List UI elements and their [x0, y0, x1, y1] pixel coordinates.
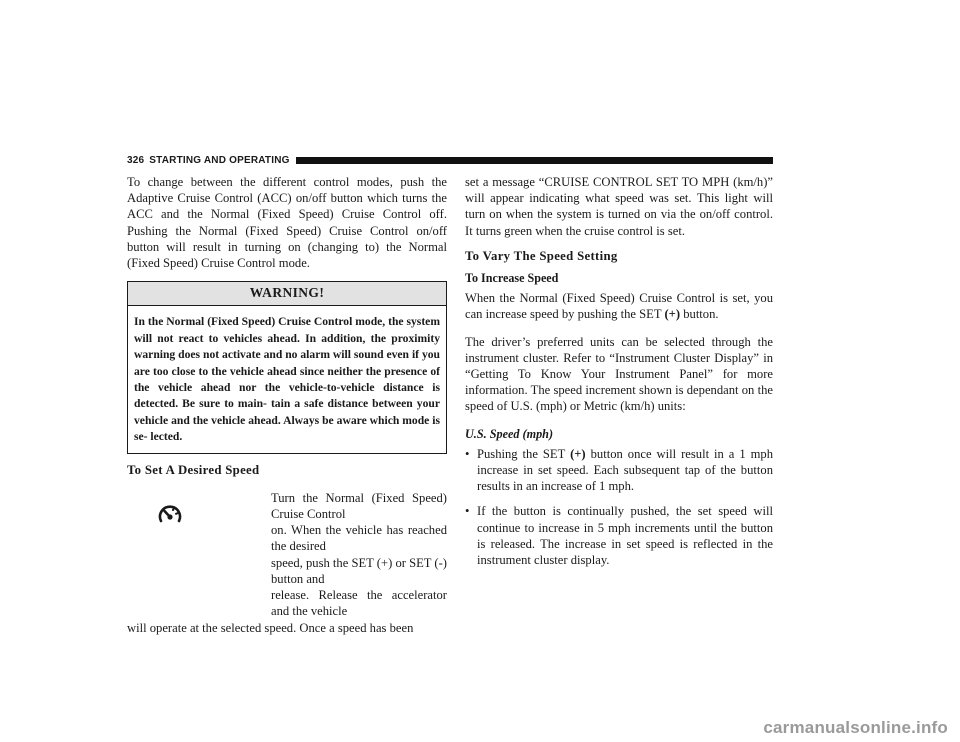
warning-text: In the Normal (Fixed Speed) Cruise Control mode, the system will not react to vehicles ahead. In addition, the proximity warning does not activate and no alarm will sound even if you are too close to the vehicle ahead since neither the presence of the vehicle ahead nor the vehicle-to-vehicle distance is detected. Be sure to main- tain a safe distance between your vehicle and the vehicle ahead. Always be aware which mode is se- lected.	[134, 315, 440, 444]
list-item	[465, 446, 773, 495]
set-speed-line-3: speed, push the SET (+) or SET (-) button and	[271, 555, 447, 586]
increase-paragraph	[465, 290, 773, 322]
watermark: carmanualsonline.info	[763, 718, 948, 737]
increase-text-pre: When the Normal (Fixed Speed) Cruise Control is set, you can increase speed by pushing the SET	[465, 291, 773, 322]
subheading-increase-speed: To Increase Speed	[465, 271, 559, 286]
bullet1-post: button once will result in a 1 mph increase in set speed. Each subsequent tap of the button results in an increase of 1 mph.	[477, 446, 774, 494]
list-item	[465, 503, 773, 568]
intro-paragraph: To change between the different control modes, push the Adaptive Cruise Control (ACC) on/off button which turns the ACC and the Normal (Fixed Speed) Cruise Control off. Pushing the Normal (Fixed Speed) Cruise Control on/off button will result in turning on (changing to) the Normal (Fixed Speed) Cruise Control mode.	[127, 175, 447, 271]
warning-title: WARNING!	[128, 282, 446, 306]
set-speed-paragraph	[127, 490, 447, 636]
set-speed-line-1: Turn the Normal (Fixed Speed) Cruise Control	[271, 490, 447, 522]
page-number: 326	[127, 154, 145, 166]
left-column	[127, 174, 447, 636]
section-title: STARTING AND OPERATING	[149, 154, 290, 166]
us-speed-heading: U.S. Speed (mph)	[465, 426, 554, 441]
set-speed-line-2: on. When the vehicle has reached the desired	[271, 523, 447, 554]
units-paragraph: The driver’s preferred units can be selected through the instrument cluster. Refer to “Instrument Cluster Display” in “Getting To Know Your Instrument Panel” for more information. The speed increment shown is dependant on the speed of U.S. (mph) or Metric (km/h) units:	[465, 334, 773, 414]
heading-vary-speed: To Vary The Speed Setting	[465, 248, 618, 263]
bullet-dot: •	[465, 446, 470, 461]
bullet1-pre: Pushing the SET	[477, 446, 566, 461]
plus-label: (+)	[664, 307, 681, 322]
speedometer-icon	[157, 502, 183, 528]
bullet-list	[465, 446, 773, 568]
bullet2-text: If the button is continually pushed, the set speed will continue to increase in 5 mph increments until the button is released. The increase in set speed is reflected in the instrument cluster display.	[477, 504, 773, 568]
continuation-paragraph: set a message “CRUISE CONTROL SET TO MPH (km/h)” will appear indicating what speed was set. This light will turn on when the system is turned on via the on/off control. It turns green when the cruise control is set.	[465, 175, 773, 238]
set-speed-line-4: release. Release the accelerator and the vehicle	[271, 588, 447, 619]
right-column	[465, 174, 773, 577]
header-rule	[296, 157, 773, 164]
heading-set-speed: To Set A Desired Speed	[127, 462, 260, 477]
bullet1-plus: (+)	[570, 446, 586, 461]
increase-text-post: button.	[683, 307, 719, 322]
bullet-dot: •	[465, 504, 470, 519]
set-speed-line-5: will operate at the selected speed. Once a speed has been	[127, 620, 414, 635]
page-header	[127, 154, 773, 166]
warning-box	[127, 281, 447, 453]
